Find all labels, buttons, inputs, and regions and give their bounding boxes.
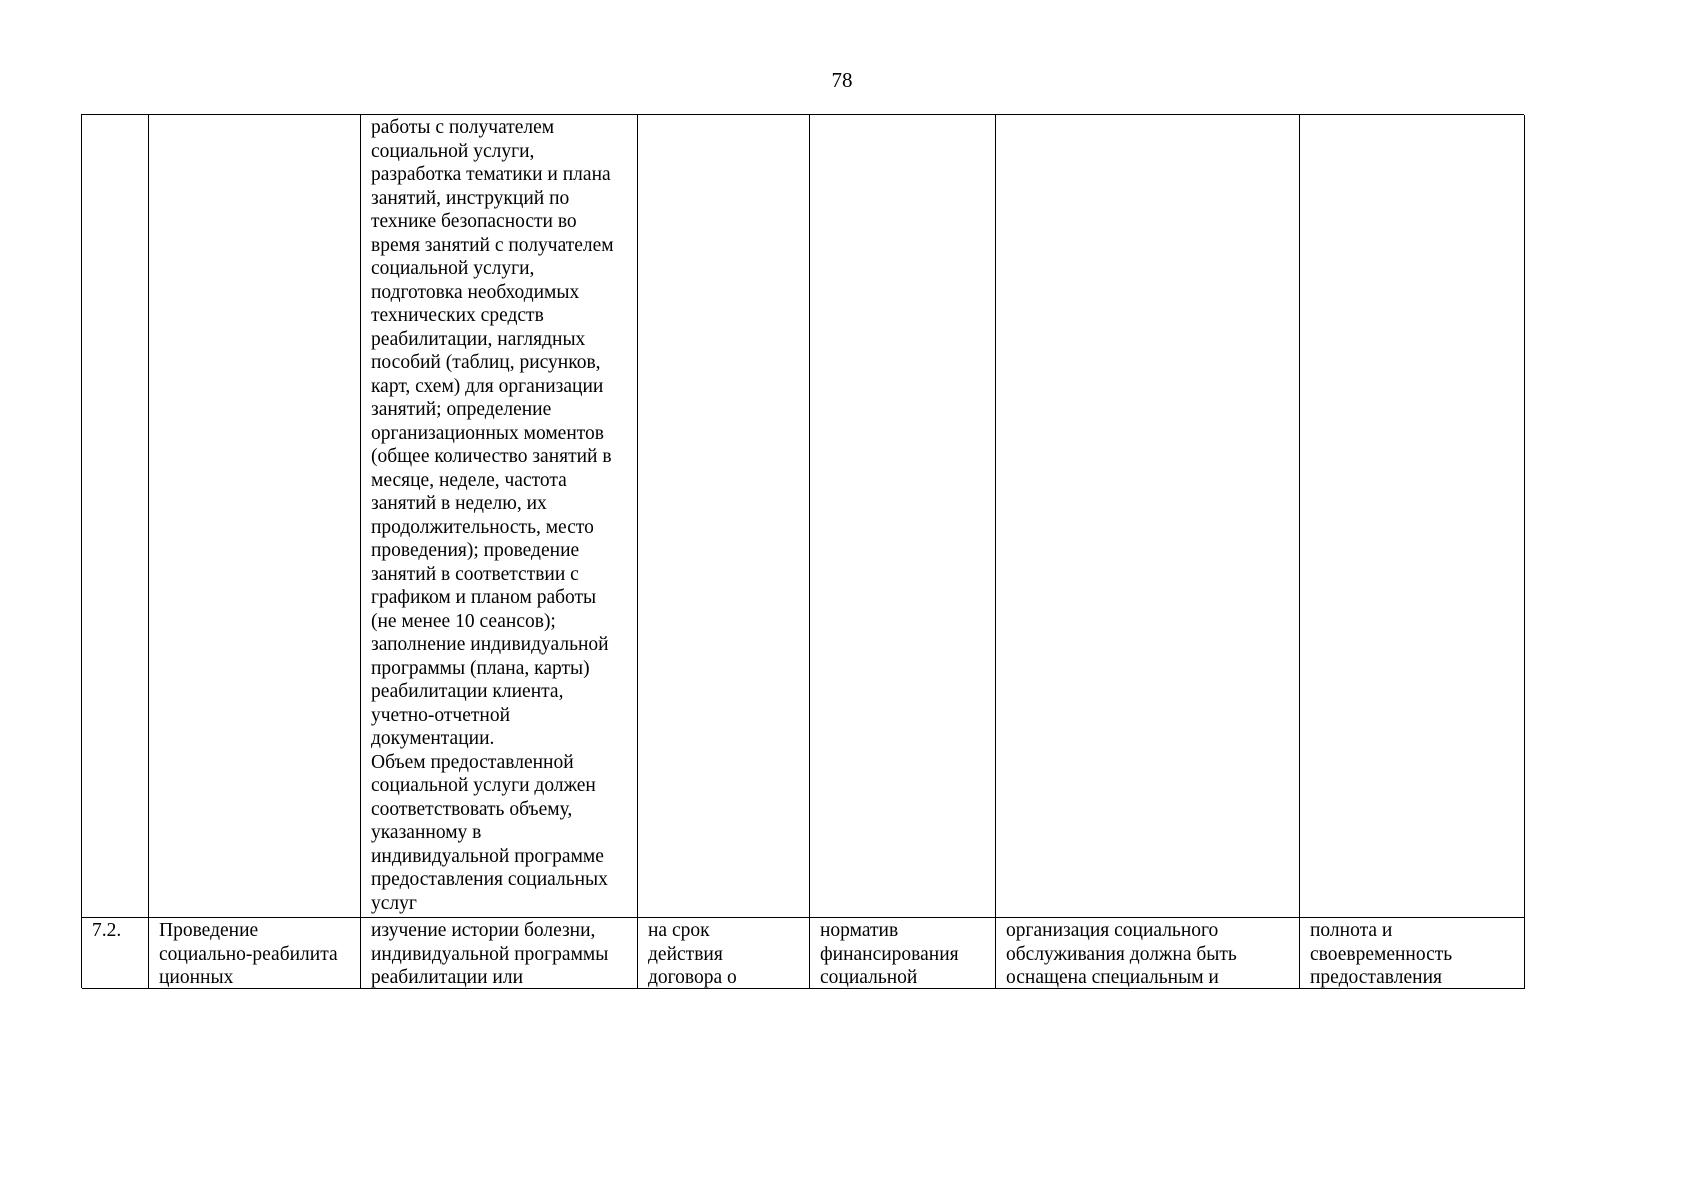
continued-row-financing-cell: [810, 115, 996, 918]
continued-row-conditions-cell: [996, 115, 1300, 918]
row-7-2-content-cell: изучение истории болезни, индивидуальной программы реабилитации или: [361, 918, 638, 989]
continued-row-number-cell: [82, 115, 149, 918]
row-7-2-financing-cell: норматив финансирования социальной: [810, 918, 996, 989]
continued-row-term-cell: [638, 115, 810, 918]
page-number: 78: [831, 68, 853, 92]
continued-row-content-cell: работы с получателем социальной услуги, разработка тематики и плана занятий, инструкций по технике безопасности во время занятий с получателем социальной услуги, подготовка необходимых технических средств реабилитации, наглядных пособий (таблиц, рисунков, карт, схем) для организации занятий; определение организационных моментов (общее количество занятий в месяце, неделе, частота занятий в неделю, их продолжительность, место проведения); проведение занятий в соответствии с графиком и планом работы (не менее 10 сеансов); заполнение индивидуальной программы (плана, карты) реабилитации клиента, учетно-отчетной документации. Объем предоставленной социальной услуги должен соответствовать объему, указанному в индивидуальной программе предоставления социальных услуг: [361, 115, 638, 918]
services-table: [81, 114, 1524, 988]
row-7-2-number-cell: 7.2.: [82, 918, 149, 989]
row-7-2-term-cell: на срок действия договора о: [638, 918, 810, 989]
row-7-2-name-cell: Проведение социально-реабилита ционных: [149, 918, 361, 989]
row-7-2-conditions-cell: организация социального обслуживания должна быть оснащена специальным и: [996, 918, 1300, 989]
row-7-2-indicators-cell: полнота и своевременность предоставления: [1300, 918, 1525, 989]
continued-row-indicators-cell: [1300, 115, 1525, 918]
continued-row-name-cell: [149, 115, 361, 918]
